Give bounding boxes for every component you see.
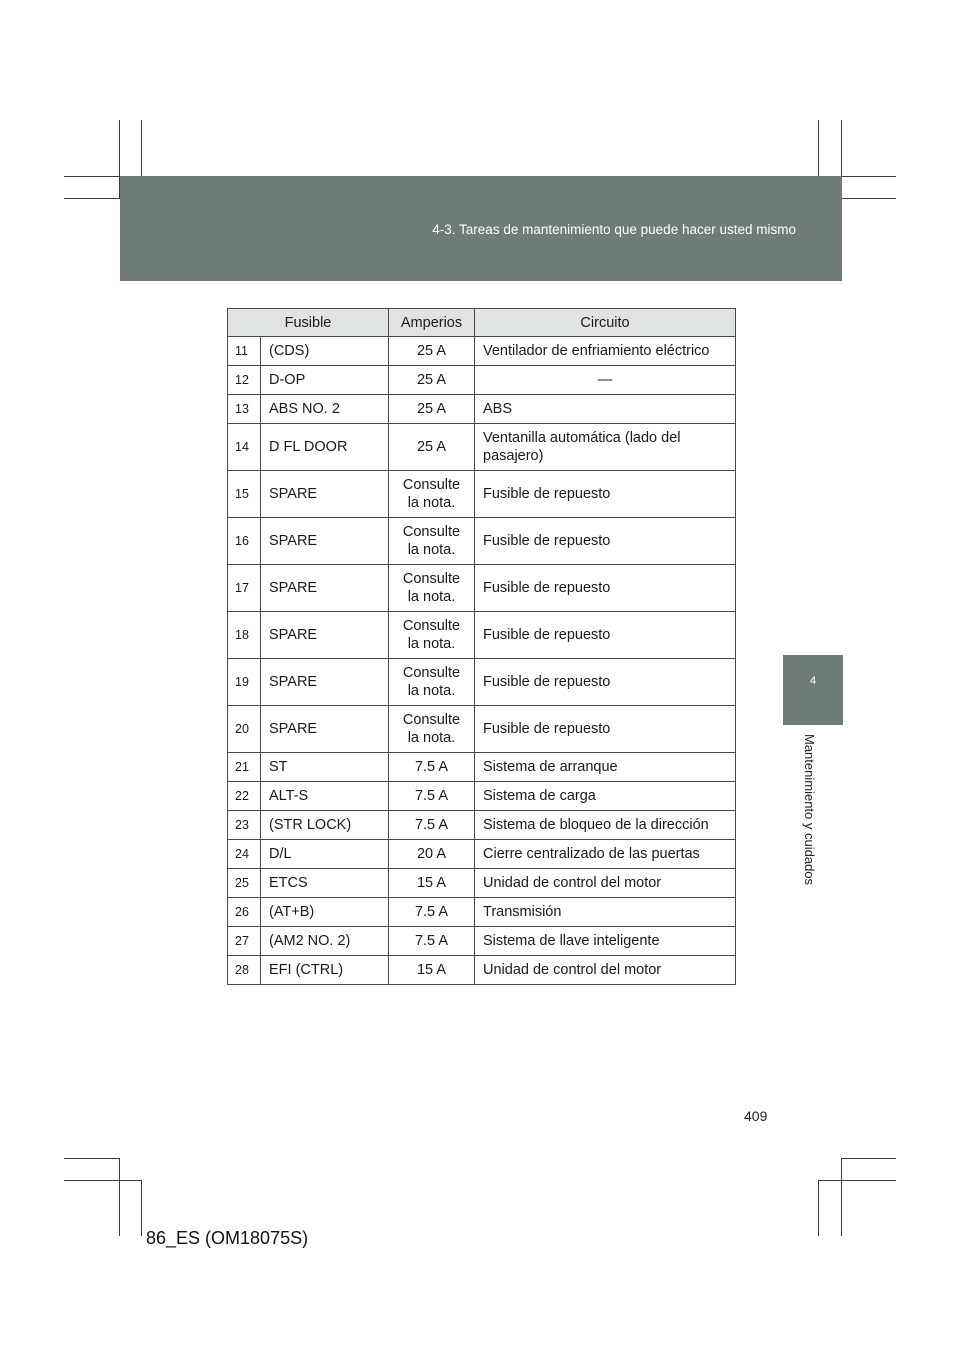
fuse-name: (CDS) [261, 337, 389, 366]
table-row [228, 753, 736, 782]
fuse-name: (STR LOCK) [261, 811, 389, 840]
section-title: 4-3. Tareas de mantenimiento que puede hacer usted mismo [432, 222, 796, 237]
crop-mark [64, 1158, 120, 1159]
fuse-name: (AT+B) [261, 898, 389, 927]
fuse-amps: Consulte la nota. [389, 565, 475, 612]
fuse-amps: 25 A [389, 424, 475, 471]
fuse-name: D/L [261, 840, 389, 869]
fuse-circuit: Fusible de repuesto [475, 565, 736, 612]
fuse-name: SPARE [261, 518, 389, 565]
table-row [228, 782, 736, 811]
fuse-circuit: Ventilador de enfriamiento eléctrico [475, 337, 736, 366]
fuse-amps: Consulte la nota. [389, 612, 475, 659]
fuse-amps: Consulte la nota. [389, 518, 475, 565]
crop-mark [64, 176, 120, 177]
fuse-number: 17 [228, 565, 261, 612]
table-row [228, 869, 736, 898]
fuse-number: 20 [228, 706, 261, 753]
fuse-amps: 25 A [389, 337, 475, 366]
chapter-title: Mantenimiento y cuidados [802, 734, 817, 886]
header-band [120, 176, 842, 281]
table-row [228, 659, 736, 706]
crop-mark [119, 1158, 120, 1236]
fuse-number: 27 [228, 927, 261, 956]
fuse-amps: 7.5 A [389, 898, 475, 927]
fuse-circuit: Ventanilla automática (lado del pasajero) [475, 424, 736, 471]
fuse-amps: 15 A [389, 956, 475, 985]
fuse-circuit: Fusible de repuesto [475, 706, 736, 753]
fuse-number: 23 [228, 811, 261, 840]
fuse-amps: 7.5 A [389, 753, 475, 782]
crop-mark [64, 1180, 142, 1181]
fuse-number: 22 [228, 782, 261, 811]
fuse-amps: 25 A [389, 395, 475, 424]
fuse-table [227, 308, 736, 985]
fuse-number: 24 [228, 840, 261, 869]
fuse-number: 15 [228, 471, 261, 518]
fuse-number: 14 [228, 424, 261, 471]
fuse-name: ST [261, 753, 389, 782]
crop-mark [841, 1158, 842, 1236]
table-row [228, 366, 736, 395]
fuse-circuit: Fusible de repuesto [475, 612, 736, 659]
crop-mark [818, 1180, 819, 1236]
chapter-tab [783, 655, 843, 725]
fuse-name: SPARE [261, 612, 389, 659]
page-number: 409 [744, 1108, 768, 1124]
fuse-name: SPARE [261, 471, 389, 518]
column-header-fusible: Fusible [228, 309, 389, 337]
fuse-amps: Consulte la nota. [389, 706, 475, 753]
fuse-circuit: Sistema de bloqueo de la dirección [475, 811, 736, 840]
fuse-number: 11 [228, 337, 261, 366]
fuse-amps: 15 A [389, 869, 475, 898]
table-row [228, 927, 736, 956]
fuse-amps: Consulte la nota. [389, 659, 475, 706]
fuse-amps: 7.5 A [389, 927, 475, 956]
chapter-number: 4 [809, 675, 817, 687]
crop-mark [64, 198, 120, 199]
fuse-number: 13 [228, 395, 261, 424]
fuse-number: 25 [228, 869, 261, 898]
table-row [228, 811, 736, 840]
fuse-name: SPARE [261, 565, 389, 612]
column-header-circuito: Circuito [475, 309, 736, 337]
crop-mark [141, 120, 142, 176]
table-row [228, 337, 736, 366]
fuse-circuit: Transmisión [475, 898, 736, 927]
fuse-amps: 20 A [389, 840, 475, 869]
fuse-number: 21 [228, 753, 261, 782]
fuse-circuit: Sistema de llave inteligente [475, 927, 736, 956]
fuse-name: D FL DOOR [261, 424, 389, 471]
fuse-number: 26 [228, 898, 261, 927]
table-row [228, 424, 736, 471]
table-row [228, 518, 736, 565]
fuse-name: SPARE [261, 706, 389, 753]
fuse-name: EFI (CTRL) [261, 956, 389, 985]
fuse-amps: 7.5 A [389, 782, 475, 811]
fuse-name: (AM2 NO. 2) [261, 927, 389, 956]
fuse-circuit: Unidad de control del motor [475, 956, 736, 985]
table-row [228, 840, 736, 869]
table-header-row [228, 309, 736, 337]
fuse-number: 18 [228, 612, 261, 659]
crop-mark [818, 1180, 896, 1181]
fuse-name: SPARE [261, 659, 389, 706]
table-row [228, 706, 736, 753]
crop-mark [141, 1180, 142, 1236]
fuse-circuit: Sistema de carga [475, 782, 736, 811]
fuse-name: ABS NO. 2 [261, 395, 389, 424]
fuse-amps: 25 A [389, 366, 475, 395]
fuse-number: 12 [228, 366, 261, 395]
crop-mark [842, 198, 896, 199]
fuse-amps: Consulte la nota. [389, 471, 475, 518]
fuse-number: 28 [228, 956, 261, 985]
fuse-name: ALT-S [261, 782, 389, 811]
fuse-circuit: Sistema de arranque [475, 753, 736, 782]
document-code: 86_ES (OM18075S) [146, 1228, 309, 1248]
fuse-name: D-OP [261, 366, 389, 395]
table-row [228, 956, 736, 985]
fuse-amps: 7.5 A [389, 811, 475, 840]
table-row [228, 565, 736, 612]
crop-mark [818, 120, 819, 176]
table-row [228, 395, 736, 424]
fuse-circuit: Fusible de repuesto [475, 518, 736, 565]
table-row [228, 612, 736, 659]
fuse-circuit: Cierre centralizado de las puertas [475, 840, 736, 869]
fuse-circuit: — [475, 366, 736, 395]
fuse-name: ETCS [261, 869, 389, 898]
fuse-circuit: Fusible de repuesto [475, 659, 736, 706]
crop-mark [842, 1158, 896, 1159]
fuse-circuit: Unidad de control del motor [475, 869, 736, 898]
fuse-circuit: Fusible de repuesto [475, 471, 736, 518]
table-row [228, 471, 736, 518]
table-row [228, 898, 736, 927]
column-header-amperios: Amperios [389, 309, 475, 337]
crop-mark [842, 176, 896, 177]
fuse-number: 16 [228, 518, 261, 565]
fuse-number: 19 [228, 659, 261, 706]
fuse-circuit: ABS [475, 395, 736, 424]
